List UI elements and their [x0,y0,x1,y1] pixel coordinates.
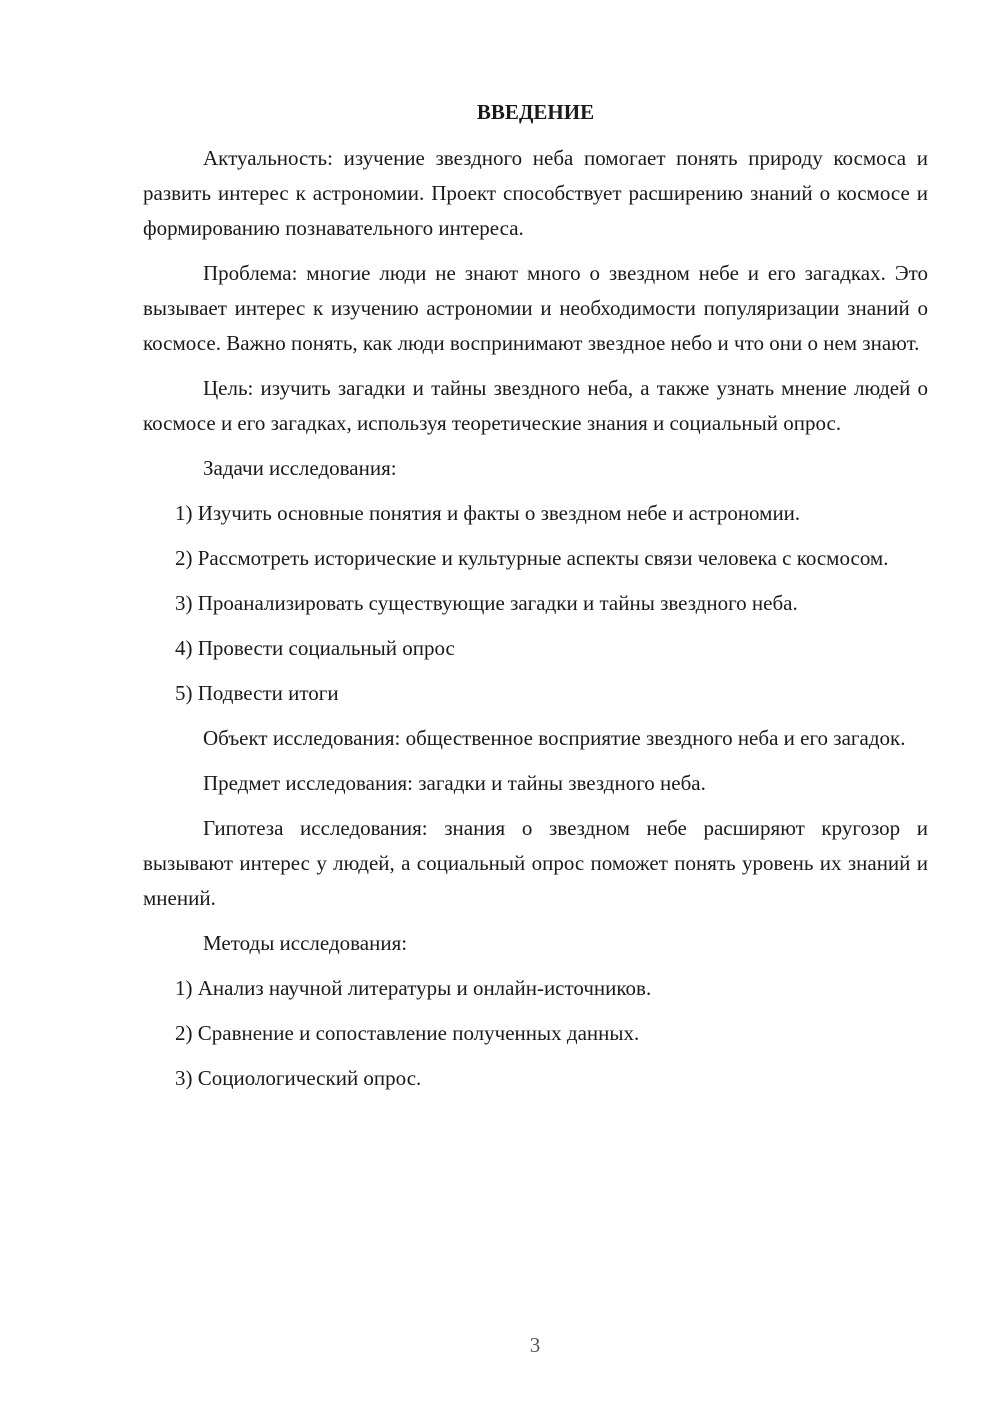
task-item: 5) Подвести итоги [175,681,339,705]
task-item: 1) Изучить основные понятия и факты о звездном небе и астрономии. [175,501,801,525]
method-item: 3) Социологический опрос. [175,1066,422,1090]
page-number: 3 [529,1333,541,1357]
method-item: 1) Анализ научной литературы и онлайн-источников. [175,976,652,1000]
task-item: 2) Рассмотреть исторические и культурные аспекты связи человека с космосом. [175,546,889,570]
tasks-heading: Задачи исследования: [203,456,397,480]
document-page [143,95,928,1106]
methods-heading: Методы исследования: [203,931,408,955]
task-item: 4) Провести социальный опрос [175,636,455,660]
paragraph-hypothesis: Гипотеза исследования: знания о звездном небе расширяют кругозор и вызывают интерес у людей, а социальный опрос поможет понять уровень их знаний и мнений. [143,816,928,910]
paragraph-subject: Предмет исследования: загадки и тайны звездного неба. [203,771,706,795]
method-item: 2) Сравнение и сопоставление полученных данных. [175,1021,640,1045]
paragraph-problem: Проблема: многие люди не знают много о звездном небе и его загадках. Это вызывает интерес к изучению астрономии и необходимости популяризации знаний о космосе. Важно понять, как люди воспринимают звездное небо и что они о нем знают. [143,261,928,355]
paragraph-object: Объект исследования: общественное восприятие звездного неба и его загадок. [203,726,906,750]
section-title: ВВЕДЕНИЕ [476,100,595,124]
paragraph-actuality: Актуальность: изучение звездного неба помогает понять природу космоса и развить интерес к астрономии. Проект способствует расширению знаний о космосе и формированию познавательного интереса. [143,146,928,240]
paragraph-goal: Цель: изучить загадки и тайны звездного неба, а также узнать мнение людей о космосе и его загадках, используя теоретические знания и социальный опрос. [143,376,928,435]
task-item: 3) Проанализировать существующие загадки и тайны звездного неба. [175,591,798,615]
